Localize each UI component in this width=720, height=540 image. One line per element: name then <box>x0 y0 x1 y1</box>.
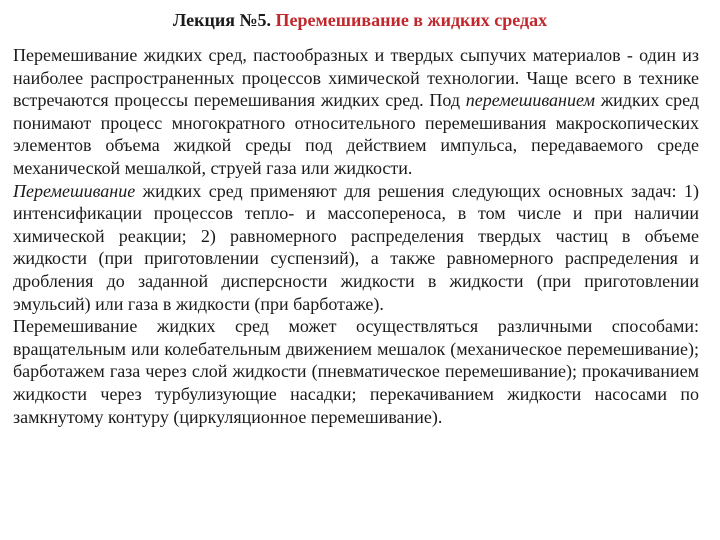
paragraph-methods: Перемешивание жидких сред может осуществляться различными способами: вращательным или колебательным движением мешалок (механическое перемешивание); барботажем газа через слой жидкости (пневматическое перемешивание); прокачиванием жидкости через турбулизующие насадки; перекачиванием жидкости насосами по замкнутому контуру (циркуляционное перемешивание). <box>13 316 699 427</box>
lecture-title <box>0 9 720 31</box>
paragraph-definition-lead: Перемешивание жидких сред, пастообразных и твердых сыпучих материалов - один из наиболее распространенных процессов химической технологии. Чаще всего в технике встречаются процессы перемешивания жидких сред. Под <box>13 45 699 111</box>
paragraph-definition-rest: жидких сред понимают процесс многократного относительного перемешивания макроскопических элементов объема жидкой среды под действием импульса, передаваемого среде механической мешалкой, струей газа или жидкости. <box>13 90 699 178</box>
term-mixing: перемешиванием <box>465 90 595 111</box>
term-mixing-purposes: Перемешивание <box>13 180 136 201</box>
paragraph-definition <box>13 44 699 180</box>
lecture-number: Лекция №5. <box>172 10 272 30</box>
lecture-body <box>13 44 699 428</box>
paragraph-purposes <box>13 180 699 316</box>
paragraph-purposes-rest: жидких сред применяют для решения следующих основных задач: 1) интенсификации процессов тепло- и массопереноса, в том числе и при наличии химической реакции; 2) равномерного распределения твердых частиц в объеме жидкости (при приготовлении суспензий), а также равномерного распределения и дробления до заданной дисперсности жидкости в жидкости (при приготовлении эмульсий) или газа в жидкости (при барботаже). <box>13 180 699 314</box>
lecture-topic: Перемешивание в жидких средах <box>275 10 548 30</box>
